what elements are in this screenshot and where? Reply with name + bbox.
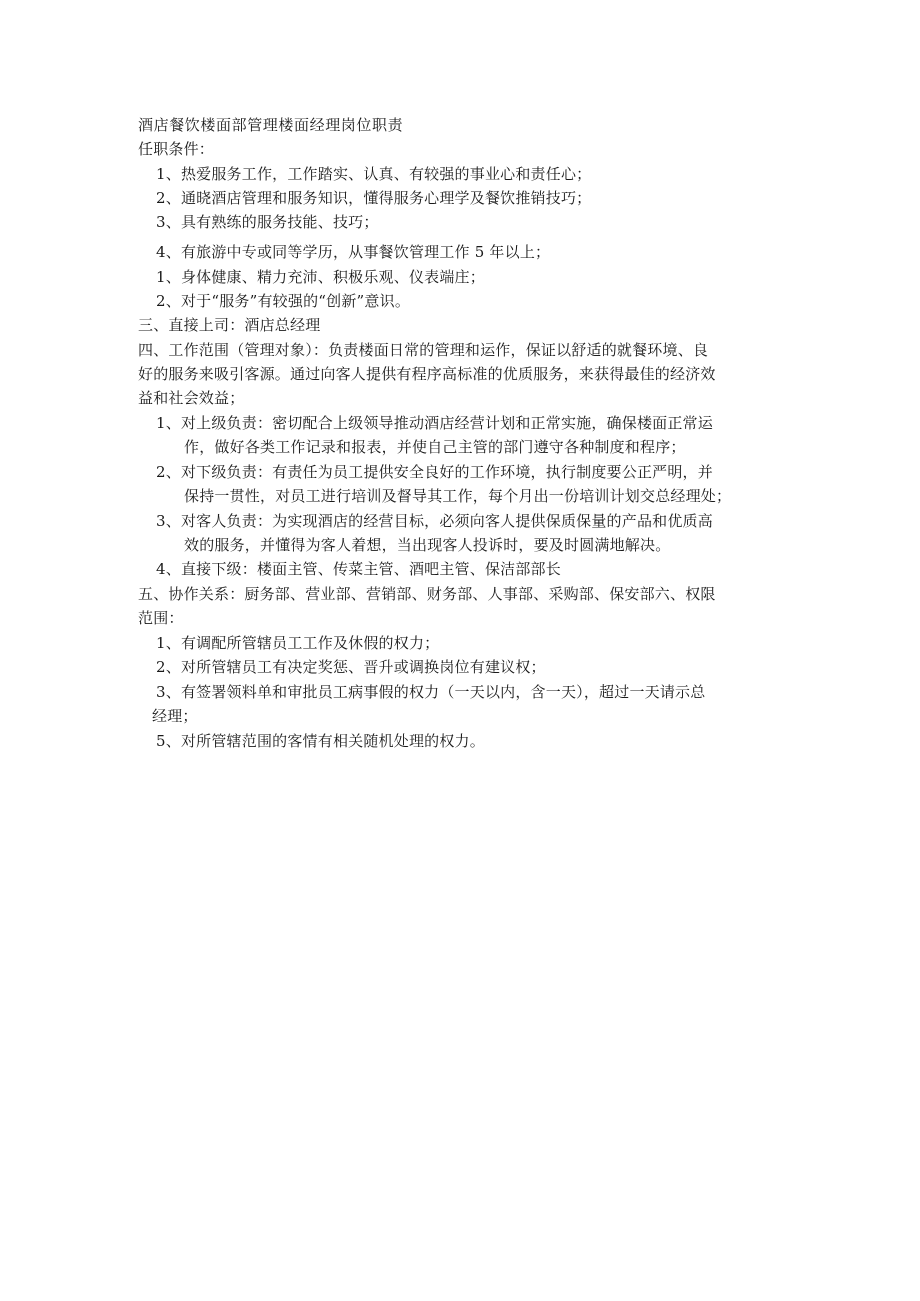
qualification-item: 2、通晓酒店管理和服务知识，懂得服务心理学及餐饮推销技巧； xyxy=(156,189,592,207)
authority-item: 2、对所管辖员工有决定奖惩、晋升或调换岗位有建议权； xyxy=(156,658,546,676)
responsibility-item-line: 1、对上级负责：密切配合上级领导推动酒店经营计划和正常实施，确保楼面正常运 xyxy=(156,414,713,432)
authority-item: 5、对所管辖范围的客情有相关随机处理的权力。 xyxy=(156,732,485,750)
authority-item: 经理； xyxy=(152,707,198,725)
qualification-item: 4、有旅游中专或同等学历，从事餐饮管理工作 5 年以上； xyxy=(156,243,551,261)
qualification-item: 1、身体健康、精力充沛、积极乐观、仪表端庄； xyxy=(156,268,485,286)
responsibility-item-line: 2、对下级负责：有责任为员工提供安全良好的工作环境，执行制度要公正严明，并 xyxy=(156,463,713,481)
work-scope-line: 益和社会效益； xyxy=(138,389,245,407)
responsibility-item-line: 作，做好各类工作记录和报表，并使自己主管的部门遵守各种制度和程序； xyxy=(184,438,686,456)
work-scope-line: 四、工作范围（管理对象）：负责楼面日常的管理和运作，保证以舒适的就餐环境、良 xyxy=(138,341,709,359)
cooperation-line: 范围： xyxy=(138,609,184,627)
responsibility-item-line: 3、对客人负责：为实现酒店的经营目标，必须向客人提供保质保量的产品和优质高 xyxy=(156,512,713,530)
authority-item: 3、有签署领料单和审批员工病事假的权力（一天以内，含一天），超过一天请示总 xyxy=(156,683,706,701)
qualification-item: 3、具有熟练的服务技能、技巧； xyxy=(156,213,379,231)
responsibility-item-line: 效的服务，并懂得为客人着想，当出现客人投诉时，要及时圆满地解决。 xyxy=(184,536,671,554)
direct-subordinates: 4、直接下级：楼面主管、传菜主管、酒吧主管、保洁部部长 xyxy=(156,560,561,578)
authority-item: 1、有调配所管辖员工工作及休假的权力； xyxy=(156,634,440,652)
qualifications-heading: 任职条件： xyxy=(138,140,215,158)
direct-supervisor: 三、直接上司：酒店总经理 xyxy=(138,316,321,334)
qualification-item: 2、对于“服务”有较强的“创新”意识。 xyxy=(156,292,411,310)
work-scope-line: 好的服务来吸引客源。通过向客人提供有程序高标准的优质服务，来获得最佳的经济效 xyxy=(138,365,716,383)
qualification-item: 1、热爱服务工作，工作踏实、认真、有较强的事业心和责任心； xyxy=(156,165,592,183)
responsibility-item-line: 保持一贯性，对员工进行培训及督导其工作，每个月出一份培训计划交总经理处； xyxy=(184,487,732,505)
document-title: 酒店餐饮楼面部管理楼面经理岗位职责 xyxy=(138,116,404,134)
cooperation-line: 五、协作关系：厨务部、营业部、营销部、财务部、人事部、采购部、保安部六、权限 xyxy=(138,585,716,603)
